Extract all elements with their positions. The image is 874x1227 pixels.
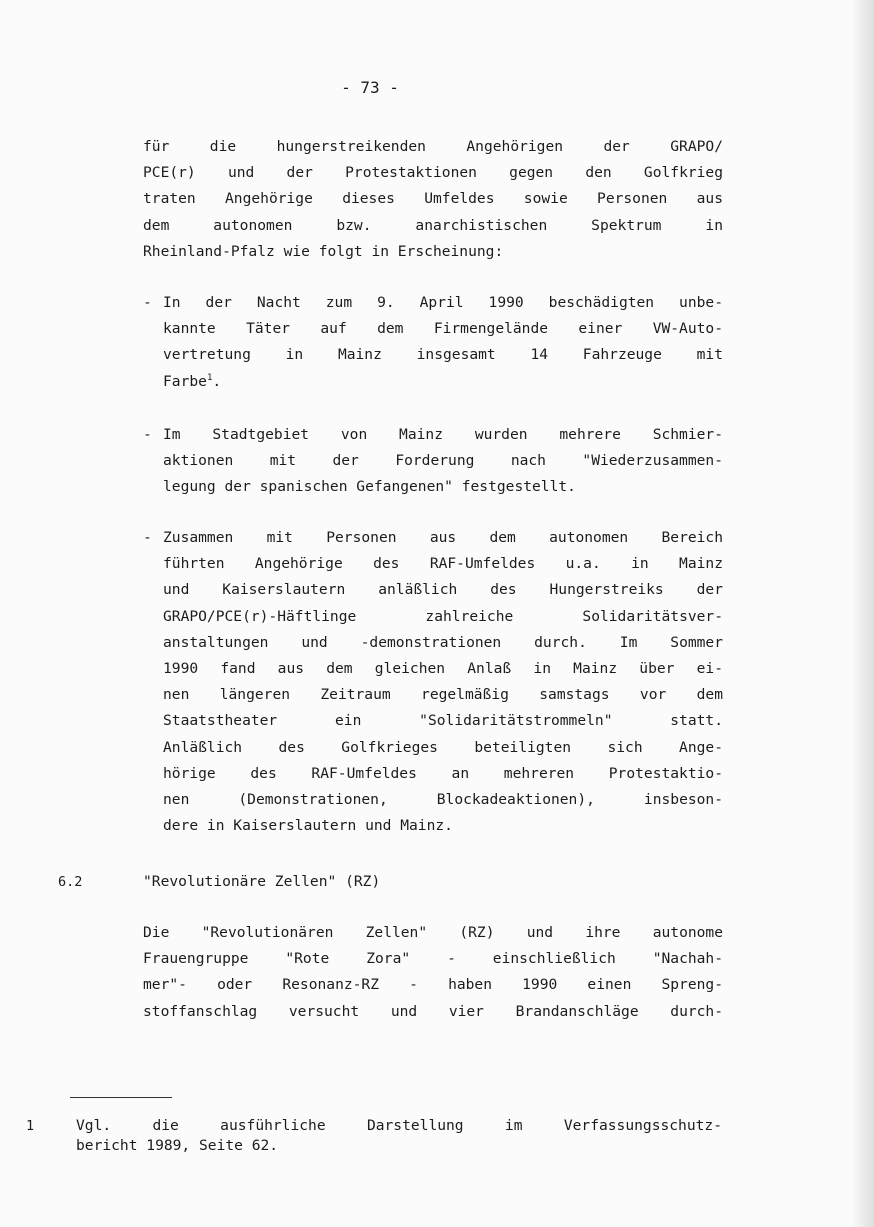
text-line: anstaltungen und -demonstrationen durch. Im Sommer	[163, 633, 723, 651]
text-line: GRAPO/PCE(r)-Häftlinge zahlreiche Solidaritätsver-	[163, 607, 723, 625]
intro-paragraph	[143, 134, 723, 265]
text-line: vertretung in Mainz insgesamt 14 Fahrzeuge mit	[163, 346, 723, 364]
text-line: traten Angehörige dieses Umfeldes sowie Personen aus	[143, 190, 723, 208]
text-line: legung der spanischen Gefangenen" festgestellt.	[163, 478, 576, 496]
text-line: Die "Revolutionären Zellen" (RZ) und ihre autonome	[143, 924, 723, 941]
text-line: dem autonomen bzw. anarchistischen Spektrum in	[143, 216, 723, 234]
text-line: Im Stadtgebiet von Mainz wurden mehrere Schmier-	[163, 426, 723, 443]
section-paragraph	[143, 920, 723, 1025]
text-line: Anläßlich des Golfkrieges beteiligten sich Ange-	[163, 738, 723, 756]
text-line: führten Angehörige des RAF-Umfeldes u.a. in Mainz	[163, 555, 723, 573]
text-line: Vgl. die ausführliche Darstellung im Verfassungsschutz-	[76, 1117, 722, 1134]
bullet-dash: -	[143, 426, 152, 443]
text-run: .	[212, 372, 222, 390]
text-line: stoffanschlag versucht und vier Brandanschläge durch-	[143, 1002, 723, 1020]
text-line: dere in Kaiserslautern und Mainz.	[163, 817, 453, 835]
section-number: 6.2	[58, 874, 83, 890]
bullet-dash: -	[143, 294, 152, 311]
scan-edge-shadow	[852, 0, 874, 1227]
page-number: - 73 -	[341, 78, 399, 97]
text-line: Frauengruppe "Rote Zora" - einschließlich "Nachah-	[143, 950, 723, 968]
text-line: nen (Demonstrationen, Blockadeaktionen), insbeson-	[163, 791, 723, 809]
text-line: aktionen mit der Forderung nach "Wiederzusammen-	[163, 452, 723, 470]
text-line: bericht 1989, Seite 62.	[76, 1137, 279, 1154]
text-line: mer"- oder Resonanz-RZ - haben 1990 einen Spreng-	[143, 976, 723, 994]
text-line	[163, 369, 723, 395]
text-line: Staatstheater ein "Solidaritätstrommeln" statt.	[163, 712, 723, 730]
footnote-number: 1	[26, 1118, 35, 1134]
footnote-ref: 1	[206, 372, 213, 383]
text-line: kannte Täter auf dem Firmengelände einer VW-Auto-	[163, 320, 723, 338]
section-heading: "Revolutionäre Zellen" (RZ)	[143, 873, 381, 890]
text-line: hörige des RAF-Umfeldes an mehreren Protestaktio-	[163, 764, 723, 782]
text-run: Farbe	[163, 372, 207, 390]
text-line: In der Nacht zum 9. April 1990 beschädigten unbe-	[163, 294, 723, 311]
footnote-text	[76, 1116, 722, 1156]
bullet-dash: -	[143, 529, 152, 546]
bullet-item-2	[163, 422, 723, 501]
bullet-item-1	[163, 290, 723, 395]
text-line: Rheinland-Pfalz wie folgt in Erscheinung:	[143, 242, 504, 260]
text-line: nen längeren Zeitraum regelmäßig samstags vor dem	[163, 686, 723, 704]
text-line: für die hungerstreikenden Angehörigen der GRAPO/	[143, 138, 723, 155]
text-line: 1990 fand aus dem gleichen Anlaß in Mainz über ei-	[163, 660, 723, 678]
bullet-item-3	[163, 525, 723, 839]
text-line: Zusammen mit Personen aus dem autonomen Bereich	[163, 529, 723, 546]
text-line: und Kaiserslautern anläßlich des Hungerstreiks der	[163, 581, 723, 599]
text-line: PCE(r) und der Protestaktionen gegen den Golfkrieg	[143, 164, 723, 182]
footnote-separator	[70, 1097, 172, 1098]
